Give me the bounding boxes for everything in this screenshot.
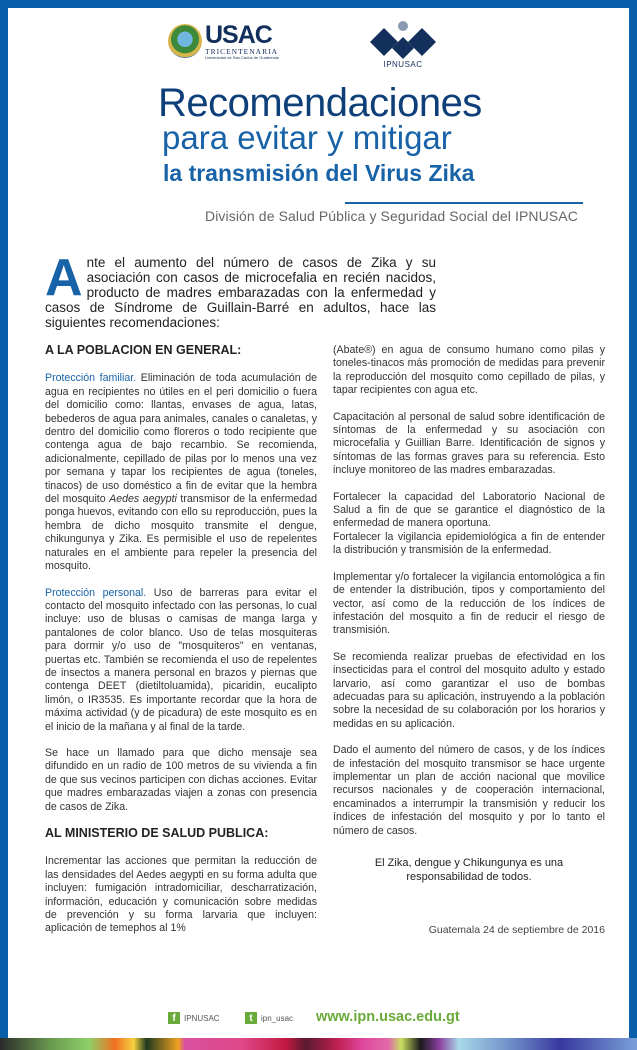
usac-logo-sub: TRICENTENARIA — [205, 47, 278, 56]
intro-paragraph — [45, 249, 436, 330]
closing-line-2: responsabilidad de todos. — [406, 871, 532, 883]
header-logos — [0, 18, 637, 78]
closing-statement — [333, 856, 605, 884]
facebook-icon: f — [168, 1012, 180, 1024]
right-column — [333, 344, 605, 937]
usac-logo — [168, 23, 279, 60]
usac-logo-name: USAC — [205, 21, 272, 49]
family-protection-text-a: Eliminación de toda acumulación de agua en recipientes no útiles en el peri domicilio o fuera del domicilio como: llantas, envases de agua, latas, bebederos de agua para animales, canales o canaletas, y dentro del domicilio como floreros o todo recipiente que contenga agua de bajo recambio. Se recomienda, adicionalmente, cepillado de pilas por lo menos una vez por semana y tapar los recipientes de agua (toneles, tinacos) de uso doméstico a fin de evitar que la hembra del mosquito — [45, 372, 317, 506]
family-protection-label: Protección familiar. — [45, 372, 137, 385]
paragraph-community-call: Se hace un llamado para que dicho mensaje sea difundido en un radio de 100 metros de su vivienda a fin de que sus vecinos participen con dichas acciones. Evitar que madres embarazadas viajen a zonas con presencia de casos de Zika. — [45, 746, 317, 813]
paragraph-epidemiology: Fortalecer la vigilancia epidemiológica a fin de entender la distribución y transmisión de la enfermedad. — [333, 530, 605, 557]
footer — [0, 1009, 637, 1032]
personal-protection-label: Protección personal. — [45, 586, 147, 599]
paragraph-family-protection — [45, 372, 317, 573]
paragraph-entomology: Implementar y/o fortalecer la vigilancia entomológica a fin de entender la distribución, tipos y comportamiento del vector, así como de la reducción de los índices de infestación del mosquito a fin de reducir el riesgo de transmisión. — [333, 570, 605, 637]
date-line: Guatemala 24 de septiembre de 2016 — [428, 924, 605, 936]
personal-protection-text: Uso de barreras para evitar el contacto del mosquito infectado con las personas, lo cual incluye: uso de blusas o camisas de manga larga y pantalones de color blanco. Uso de telas mosquiteras para dormir y/o uso de "mosquiteros" en ventanas, puertas etc. También se recomienda el uso de repelentes de insectos a manera personal en brazos y piernas que contenga DEET (dietiltoluamida), picaridin, eucalipto limón, o IR3535. Es importante recordar que la hora de máxima actividad (y de picadura) de este mosquito es en el inicio de la mañana y al final de la tarde. — [45, 586, 317, 733]
heading-ministry: AL MINISTERIO DE SALUD PUBLICA: — [45, 826, 269, 840]
title-divider — [345, 202, 583, 204]
title-line-2: para evitar y mitigar — [162, 119, 452, 156]
paragraph-abate: (Abate®) en agua de consumo humano como pilas y toneles-tinacos más promoción de medidas para prevenir la reproducción del mosquito como cepillado de pilas, y tapar recipientes con agua etc. — [333, 344, 605, 397]
paragraph-ministry-actions: Incrementar las acciones que permitan la reducción de las densidades del Aedes aegypti en su forma adulta que incluyen: fumigación intradomiciliar, descharratización, información, educación y comunicación sobre medidas de prevención y su forma larvaria que incluyen: aplicación de temephos al 1% — [45, 855, 317, 935]
paragraph-insecticides: Se recomienda realizar pruebas de efectividad en los insecticidas para el control del mosquito adulto y estado larvario, así como garantizar el uso de bombas adecuadas para su aplicación, instruyendo a la población sobre la necesidad de su colaboración por los horarios y medidas en su aplicación. — [333, 650, 605, 730]
twitter-icon: t — [245, 1012, 257, 1024]
paragraph-laboratory: Fortalecer la capacidad del Laboratorio Nacional de Salud a fin de que se garantice el diagnóstico de la enfermedad de manera oportuna. — [333, 490, 605, 530]
facebook-handle: IPNUSAC — [184, 1013, 220, 1023]
paragraph-training: Capacitación al personal de salud sobre identificación de síntomas de la enfermedad y su asociación con microcefalia y Guillian Barre. Identificación de signos y síntomas de las formas graves para su referencia. Esto incluye monitoreo de las madres embarazadas. — [333, 410, 605, 477]
facebook-link[interactable] — [168, 1012, 220, 1024]
usac-logo-tagline: Universidad de San Carlos de Guatemala — [205, 54, 279, 60]
heading-general-population: A LA POBLACION EN GENERAL: — [45, 343, 242, 357]
paragraph-national-plan: Dado el aumento del número de casos, y de los índices de infestación del mosquito transmisor se hace urgente implementar un plan de acción nacional que movilice recursos nacionales y de cooperación internacional, encaminados a interrumpir la transmisión y reducir los índices de infestación del mosquito y por lo tanto el número de casos. — [333, 744, 605, 837]
paragraph-personal-protection — [45, 587, 317, 734]
decorative-textile-strip — [0, 1038, 637, 1050]
ipnusac-logo — [368, 20, 438, 69]
title-line-1: Recomendaciones — [158, 81, 482, 125]
usac-seal-icon — [168, 24, 202, 58]
intro-dropcap: A — [45, 249, 83, 307]
twitter-handle: ipn_usac — [261, 1013, 294, 1023]
ipnusac-mark-icon — [368, 20, 438, 60]
twitter-link[interactable] — [245, 1012, 293, 1024]
left-column — [45, 344, 317, 949]
species-name: Aedes aegypti — [109, 493, 177, 506]
division-subtitle: División de Salud Pública y Seguridad Social del IPNUSAC — [205, 208, 578, 224]
family-protection-text-b: transmisor de la enfermedad ponga huevos, evitando con ello su reproducción, pues la hembra de dicho mosquito transmite el dengue, chikungunya y Zika. Es permisible el uso de repelentes naturales en el ambiente para repeler la presencia del mosquito. — [45, 493, 317, 573]
website-link[interactable]: www.ipn.usac.edu.gt — [316, 1009, 460, 1025]
intro-text: nte el aumento del número de casos de Zika y su asociación con casos de microcefalia en recién nacidos, producto de madres embarazadas con la enfermedad y casos de Síndrome de Guillain-Barré en adultos, hace las siguientes recomendaciones: — [45, 255, 436, 330]
closing-line-1: El Zika, dengue y Chikungunya es una — [374, 857, 564, 869]
title-line-3: la transmisión del Virus Zika — [163, 160, 475, 186]
ipnusac-logo-label: IPNUSAC — [383, 60, 423, 69]
